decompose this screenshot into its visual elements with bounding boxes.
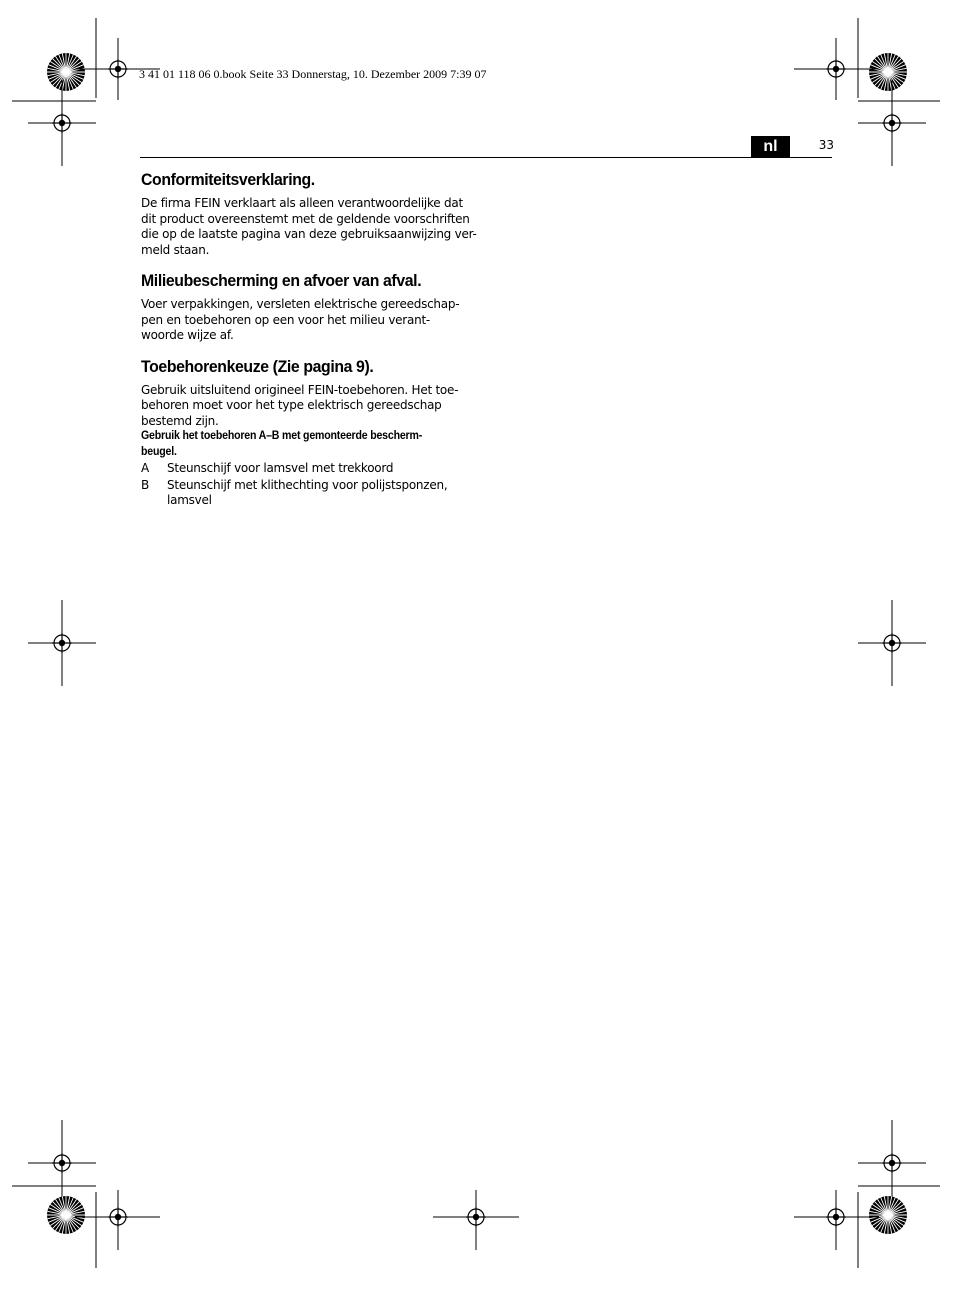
list-item	[141, 461, 481, 477]
body-line: dit product overeenstemt met de geldende voorschriften	[141, 211, 470, 226]
warning-note	[141, 429, 478, 460]
list-item	[141, 478, 481, 509]
body-line: meld staan.	[141, 242, 210, 257]
language-badge: nl	[751, 136, 790, 157]
body-line: Voer verpakkingen, versleten elektrische gereedschap-	[141, 297, 460, 311]
item-line: Steunschijf met klithechting voor polijstsponzen,	[167, 477, 448, 492]
item-key: B	[141, 477, 149, 492]
item-text	[167, 478, 481, 509]
page-content	[141, 170, 481, 509]
section-title: Conformiteitsverklaring.	[141, 170, 315, 189]
body-line: Gebruik uitsluitend origineel FEIN-toebehoren. Het toe-	[141, 382, 459, 397]
accessory-list	[141, 461, 481, 509]
item-line: lamsvel	[167, 493, 212, 507]
item-line: Steunschijf voor lamsvel met trekkoord	[167, 461, 394, 475]
print-meta-line: 3 41 01 118 06 0.book Seite 33 Donnerstag, 10. Dezember 2009 7:39 07	[139, 67, 487, 81]
body-line: pen en toebehoren op een voor het milieu verant-	[141, 312, 430, 327]
body-line: bestemd zijn.	[141, 413, 219, 428]
item-text	[167, 461, 481, 477]
body-line: behoren moet voor het type elektrisch gereedschap	[141, 398, 442, 412]
warning-line: Gebruik het toebehoren A–B met gemonteerde bescherm-	[141, 430, 423, 442]
page-number: 33	[818, 138, 834, 152]
header-rule	[140, 157, 832, 158]
body-line: woorde wijze af.	[141, 328, 234, 342]
section-title: Milieubescherming en afvoer van afval.	[141, 271, 422, 290]
section-environment	[141, 271, 481, 344]
item-key: A	[141, 461, 149, 475]
body-line: De firma FEIN verklaart als alleen verantwoordelijke dat	[141, 196, 463, 210]
section-accessories	[141, 357, 481, 509]
warning-line: beugel.	[141, 445, 177, 458]
body-line: die op de laatste pagina van deze gebruiksaanwijzing ver-	[141, 227, 477, 241]
section-title: Toebehorenkeuze (Zie pagina 9).	[141, 356, 374, 376]
section-conformity	[141, 170, 481, 258]
